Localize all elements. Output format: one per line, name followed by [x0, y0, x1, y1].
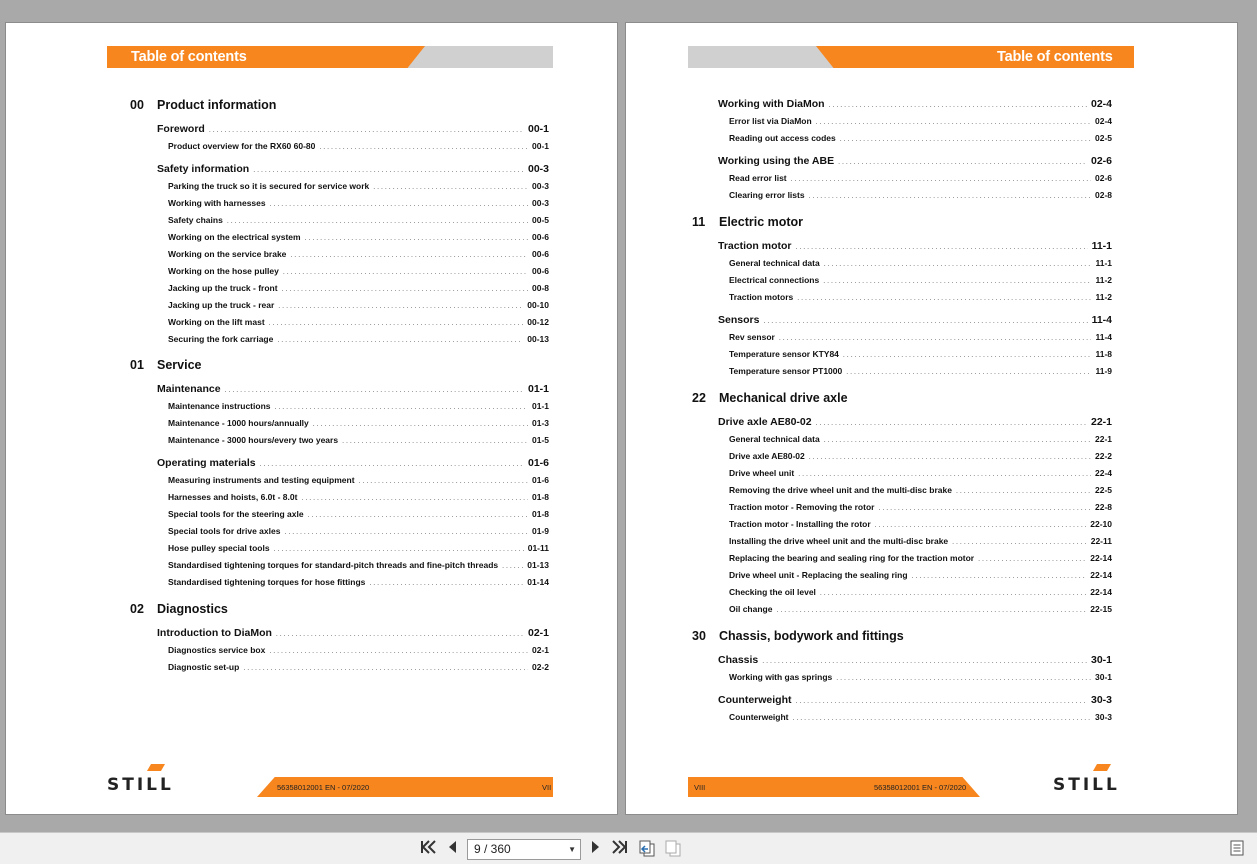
toc-label: Traction motor - Removing the rotor [729, 502, 875, 512]
toc-page-number: 02-2 [531, 662, 549, 672]
toc-label: Maintenance [157, 383, 221, 395]
dot-leader [796, 694, 1087, 706]
toc-subsection[interactable] [729, 332, 1112, 342]
footer-page-number: VII [542, 783, 552, 792]
toc-section[interactable] [718, 155, 1112, 167]
last-page-icon[interactable] [612, 840, 628, 858]
toc-subsection[interactable] [168, 232, 549, 242]
toc-label: Electrical connections [729, 275, 820, 285]
toc-label: Chassis [718, 654, 759, 666]
toc-label: Special tools for the steering axle [168, 509, 304, 519]
toc-subsection[interactable] [168, 475, 549, 485]
toc-section[interactable] [718, 240, 1112, 252]
toc-page-number: 22-2 [1094, 451, 1112, 461]
toc-subsection[interactable] [168, 401, 549, 411]
first-page-icon[interactable] [420, 840, 436, 858]
toc-label: Product overview for the RX60 60-80 [168, 141, 316, 151]
toc-page-number: 01-6 [531, 475, 549, 485]
dot-leader [956, 485, 1091, 495]
toc-label: Traction motor [718, 240, 792, 252]
toc-page-number: 01-9 [531, 526, 549, 536]
toc-label: Service [157, 358, 202, 372]
toc-label: Traction motor - Installing the rotor [729, 519, 871, 529]
toc-subsection[interactable] [168, 181, 549, 191]
dot-leader [342, 435, 528, 445]
toc-label: Read error list [729, 173, 787, 183]
toc-page-number: 02-4 [1090, 98, 1112, 110]
dot-leader [269, 645, 528, 655]
dot-leader [763, 314, 1087, 326]
toc-page-number: 22-5 [1094, 485, 1112, 495]
toc-subsection[interactable] [168, 560, 549, 570]
dot-leader [274, 543, 524, 553]
toc-label: General technical data [729, 434, 820, 444]
toc-page-number: 02-6 [1094, 173, 1112, 183]
dot-leader [846, 366, 1091, 376]
toc-label: Drive axle AE80-02 [729, 451, 805, 461]
toc-subsection[interactable] [168, 662, 549, 672]
toc-label: Harnesses and hoists, 6.0t - 8.0t [168, 492, 298, 502]
toc-subsection[interactable] [729, 366, 1112, 376]
still-logo: STILL [107, 775, 174, 795]
toc-page-number: 01-1 [527, 383, 549, 395]
toc-label: Standardised tightening torques for hose fittings [168, 577, 366, 587]
toc-label: Jacking up the truck - rear [168, 300, 275, 310]
dot-leader [276, 627, 524, 639]
toc-page-number: 01-6 [527, 457, 549, 469]
dot-leader [793, 712, 1091, 722]
toc-label: Working on the electrical system [168, 232, 301, 242]
toc-label: Mechanical drive axle [719, 391, 848, 405]
toc-label: Counterweight [729, 712, 789, 722]
dot-leader [260, 457, 524, 469]
toc-page-number: 00-1 [527, 123, 549, 135]
toc-label: Jacking up the truck - front [168, 283, 278, 293]
page-right [625, 22, 1238, 815]
toc-label: Sensors [718, 314, 760, 326]
toc-subsection[interactable] [168, 509, 549, 519]
toc-page-number: 01-8 [531, 492, 549, 502]
chapter-number: 02 [130, 602, 144, 616]
toc-page-number: 11-1 [1091, 240, 1112, 252]
dot-leader [809, 190, 1091, 200]
toc-section[interactable] [718, 98, 1112, 110]
logo-mark-icon [1093, 764, 1111, 771]
toc-subsection[interactable] [168, 317, 549, 327]
toc-page-number: 00-12 [527, 317, 549, 327]
dot-leader [290, 249, 528, 259]
toc-section[interactable] [157, 457, 549, 469]
dot-leader [809, 451, 1091, 461]
chapter-number: 22 [692, 391, 706, 405]
toc-label: Installing the drive wheel unit and the multi-disc brake [729, 536, 949, 546]
toc-subsection[interactable] [729, 553, 1112, 563]
toc-subsection[interactable] [168, 215, 549, 225]
toc-page-number: 02-1 [527, 627, 549, 639]
toc-subsection[interactable] [729, 468, 1112, 478]
toc-subsection[interactable] [168, 543, 549, 553]
dot-leader [836, 672, 1091, 682]
toc-label: Measuring instruments and testing equipment [168, 475, 355, 485]
dot-leader [277, 334, 523, 344]
footer-code: 56358012001 EN - 07/2020 [874, 783, 967, 792]
dot-leader [308, 509, 528, 519]
header-title: Table of contents [997, 49, 1113, 65]
dot-leader [875, 519, 1087, 529]
toc-page-number: 01-13 [527, 560, 549, 570]
toc-page-number: 01-1 [531, 401, 549, 411]
toc-subsection[interactable] [729, 604, 1112, 614]
prev-page-icon[interactable] [446, 840, 458, 858]
dot-leader [369, 577, 523, 587]
toc-chapter[interactable] [130, 98, 276, 112]
dropdown-caret-icon[interactable]: ▼ [568, 845, 576, 854]
toc-label: Diagnostics service box [168, 645, 266, 655]
chapter-number: 01 [130, 358, 144, 372]
header-title: Table of contents [131, 49, 247, 65]
toc-subsection[interactable] [729, 275, 1112, 285]
dot-leader [319, 141, 528, 151]
chapter-number: 11 [692, 215, 706, 229]
toc-section[interactable] [157, 163, 549, 175]
dot-leader [978, 553, 1086, 563]
toc-label: Introduction to DiaMon [157, 627, 272, 639]
dot-leader [798, 468, 1091, 478]
toc-page-number: 11-4 [1091, 314, 1112, 326]
toc-label: Error list via DiaMon [729, 116, 812, 126]
dot-leader [373, 181, 528, 191]
toc-subsection[interactable] [729, 116, 1112, 126]
dot-leader [209, 123, 524, 135]
toc-page-number: 00-5 [531, 215, 549, 225]
toc-page-number: 22-10 [1090, 519, 1112, 529]
toc-subsection[interactable] [729, 133, 1112, 143]
dot-leader [878, 502, 1091, 512]
dot-leader [225, 383, 524, 395]
previous-view-icon[interactable] [638, 840, 656, 858]
toc-page-number: 00-13 [527, 334, 549, 344]
toc-label: Working on the service brake [168, 249, 287, 259]
toc-subsection[interactable] [168, 418, 549, 428]
toc-label: Rev sensor [729, 332, 775, 342]
dot-leader [829, 98, 1087, 110]
toc-page-number: 30-3 [1090, 694, 1112, 706]
toc-page-number: 02-6 [1090, 155, 1112, 167]
dot-leader [253, 163, 524, 175]
toc-section[interactable] [718, 416, 1112, 428]
dot-leader [779, 332, 1092, 342]
toc-page-number: 22-14 [1090, 553, 1112, 563]
toc-label: Hose pulley special tools [168, 543, 270, 553]
toc-section[interactable] [157, 123, 549, 135]
toc-label: Product information [157, 98, 277, 112]
toc-label: Diagnostic set-up [168, 662, 240, 672]
dot-leader [313, 418, 528, 428]
toc-page-number: 11-2 [1095, 292, 1112, 302]
sidebar-toggle-icon[interactable] [1229, 840, 1245, 858]
toc-page-number: 22-8 [1094, 502, 1112, 512]
toc-label: Working using the ABE [718, 155, 835, 167]
toc-page-number: 01-8 [531, 509, 549, 519]
toc-subsection[interactable] [729, 451, 1112, 461]
toc-label: Traction motors [729, 292, 794, 302]
toc-label: Safety information [157, 163, 250, 175]
toc-page-number: 11-9 [1095, 366, 1112, 376]
toc-subsection[interactable] [168, 526, 549, 536]
toc-page-number: 22-14 [1090, 587, 1112, 597]
toc-label: Working on the lift mast [168, 317, 265, 327]
dot-leader [227, 215, 528, 225]
dot-leader [282, 283, 528, 293]
toc-page-number: 30-3 [1094, 712, 1112, 722]
toc-chapter[interactable] [692, 391, 848, 405]
toc-label: Reading out access codes [729, 133, 836, 143]
footer-code: 56358012001 EN - 07/2020 [277, 783, 370, 792]
toc-subsection[interactable] [168, 283, 549, 293]
toc-chapter[interactable] [692, 629, 904, 643]
dot-leader [243, 662, 528, 672]
dot-leader [305, 232, 528, 242]
toc-page-number: 00-10 [527, 300, 549, 310]
dot-leader [823, 275, 1091, 285]
toc-subsection[interactable] [729, 292, 1112, 302]
toc-page-number: 11-8 [1095, 349, 1112, 359]
toc-section[interactable] [718, 314, 1112, 326]
toc-subsection[interactable] [168, 249, 549, 259]
toc-label: Temperature sensor KTY84 [729, 349, 839, 359]
dot-leader [502, 560, 523, 570]
toc-label: Parking the truck so it is secured for service work [168, 181, 370, 191]
dot-leader [838, 155, 1087, 167]
toc-page-number: 22-14 [1090, 570, 1112, 580]
still-logo: STILL [1053, 775, 1120, 795]
toc-subsection[interactable] [729, 672, 1112, 682]
toc-label: Securing the fork carriage [168, 334, 274, 344]
dot-leader [283, 266, 528, 276]
toc-section[interactable] [718, 694, 1112, 706]
toc-subsection[interactable] [168, 266, 549, 276]
toc-subsection[interactable] [729, 173, 1112, 183]
dot-leader [791, 173, 1091, 183]
toc-page-number: 11-4 [1095, 332, 1112, 342]
toc-page-number: 02-1 [531, 645, 549, 655]
chapter-number: 30 [692, 629, 706, 643]
dot-leader [301, 492, 528, 502]
toc-page-number: 02-5 [1094, 133, 1112, 143]
toc-page-number: 00-3 [527, 163, 549, 175]
toc-page-number: 30-1 [1090, 654, 1112, 666]
toc-page-number: 22-1 [1094, 434, 1112, 444]
toc-section[interactable] [157, 627, 549, 639]
toc-label: Drive wheel unit [729, 468, 795, 478]
toc-subsection[interactable] [168, 300, 549, 310]
toc-label: Drive wheel unit - Replacing the sealing ring [729, 570, 908, 580]
toc-page-number: 30-1 [1094, 672, 1112, 682]
dot-leader [797, 292, 1091, 302]
toc-page-number: 01-11 [527, 543, 549, 553]
toc-label: Safety chains [168, 215, 223, 225]
toc-subsection[interactable] [729, 190, 1112, 200]
toc-label: Special tools for drive axles [168, 526, 281, 536]
dot-leader [820, 587, 1086, 597]
toc-label: Removing the drive wheel unit and the multi-disc brake [729, 485, 952, 495]
toc-label: Temperature sensor PT1000 [729, 366, 843, 376]
toc-label: Checking the oil level [729, 587, 816, 597]
toc-section[interactable] [718, 654, 1112, 666]
toc-page-number: 01-3 [531, 418, 549, 428]
toc-subsection[interactable] [168, 435, 549, 445]
toc-label: Standardised tightening torques for standard-pitch threads and fine-pitch threads [168, 560, 499, 570]
footer-bar [107, 777, 553, 797]
toc-page-number: 00-8 [531, 283, 549, 293]
toc-label: Operating materials [157, 457, 256, 469]
dot-leader [824, 434, 1091, 444]
toc-subsection[interactable] [729, 587, 1112, 597]
toc-label: Drive axle AE80-02 [718, 416, 812, 428]
toc-label: Working with DiaMon [718, 98, 825, 110]
toc-label: Replacing the bearing and sealing ring for the traction motor [729, 553, 975, 563]
toc-label: Oil change [729, 604, 773, 614]
dot-leader [816, 416, 1087, 428]
dot-leader [762, 654, 1087, 666]
toc-subsection[interactable] [168, 492, 549, 502]
toc-subsection[interactable] [168, 645, 549, 655]
dot-leader [776, 604, 1086, 614]
toc-label: Working with harnesses [168, 198, 266, 208]
toc-label: Working on the hose pulley [168, 266, 279, 276]
dot-leader [270, 198, 528, 208]
toc-subsection[interactable] [729, 712, 1112, 722]
dot-leader [816, 116, 1091, 126]
toc-subsection[interactable] [729, 349, 1112, 359]
toc-page-number: 00-6 [531, 249, 549, 259]
dot-leader [269, 317, 524, 327]
toc-chapter[interactable] [692, 215, 803, 229]
toc-chapter[interactable] [130, 358, 201, 372]
toc-page-number: 01-14 [527, 577, 549, 587]
dot-leader [359, 475, 528, 485]
toc-page-number: 22-11 [1090, 536, 1112, 546]
toc-page-number: 22-4 [1094, 468, 1112, 478]
toc-label: Chassis, bodywork and fittings [719, 629, 904, 643]
viewer-toolbar [0, 832, 1257, 864]
toc-page-number: 00-3 [531, 181, 549, 191]
toc-page-number: 01-5 [531, 435, 549, 445]
logo-mark-icon [147, 764, 165, 771]
toc-label: Clearing error lists [729, 190, 805, 200]
toc-subsection[interactable] [729, 434, 1112, 444]
toc-subsection[interactable] [729, 519, 1112, 529]
chapter-number: 00 [130, 98, 144, 112]
toc-page-number: 11-1 [1095, 258, 1112, 268]
toc-subsection[interactable] [168, 141, 549, 151]
toc-label: Maintenance - 3000 hours/every two years [168, 435, 339, 445]
toc-label: Working with gas springs [729, 672, 833, 682]
dot-leader [824, 258, 1092, 268]
dot-leader [275, 401, 528, 411]
toc-label: Maintenance - 1000 hours/annually [168, 418, 309, 428]
dot-leader [843, 349, 1092, 359]
toc-page-number: 00-6 [531, 266, 549, 276]
page-number-input[interactable]: 9 / 360 ▼ [467, 839, 581, 860]
dot-leader [284, 526, 528, 536]
footer-page-number: VIII [694, 783, 706, 792]
toc-subsection[interactable] [729, 258, 1112, 268]
next-page-icon[interactable] [590, 840, 602, 858]
next-view-icon[interactable] [664, 840, 682, 858]
toc-subsection[interactable] [729, 502, 1112, 512]
toc-label: General technical data [729, 258, 820, 268]
dot-leader [796, 240, 1088, 252]
toc-subsection[interactable] [168, 334, 549, 344]
toc-label: Maintenance instructions [168, 401, 271, 411]
toc-page-number: 00-1 [531, 141, 549, 151]
toc-page-number: 22-1 [1090, 416, 1112, 428]
toc-subsection[interactable] [168, 198, 549, 208]
toc-label: Electric motor [719, 215, 804, 229]
toc-page-number: 02-4 [1094, 116, 1112, 126]
toc-subsection[interactable] [168, 577, 549, 587]
header-banner [107, 46, 553, 68]
toc-page-number: 00-6 [531, 232, 549, 242]
toc-page-number: 11-2 [1095, 275, 1112, 285]
toc-chapter[interactable] [130, 602, 228, 616]
toc-label: Diagnostics [157, 602, 228, 616]
toc-label: Foreword [157, 123, 205, 135]
dot-leader [840, 133, 1091, 143]
toc-page-number: 22-15 [1090, 604, 1112, 614]
dot-leader [952, 536, 1087, 546]
dot-leader [912, 570, 1087, 580]
toc-subsection[interactable] [729, 570, 1112, 580]
page-left [5, 22, 618, 815]
toc-page-number: 00-3 [531, 198, 549, 208]
header-banner [688, 46, 1134, 68]
toc-section[interactable] [157, 383, 549, 395]
dot-leader [278, 300, 523, 310]
toc-subsection[interactable] [729, 536, 1112, 546]
toc-label: Counterweight [718, 694, 792, 706]
toc-page-number: 02-8 [1094, 190, 1112, 200]
toc-subsection[interactable] [729, 485, 1112, 495]
